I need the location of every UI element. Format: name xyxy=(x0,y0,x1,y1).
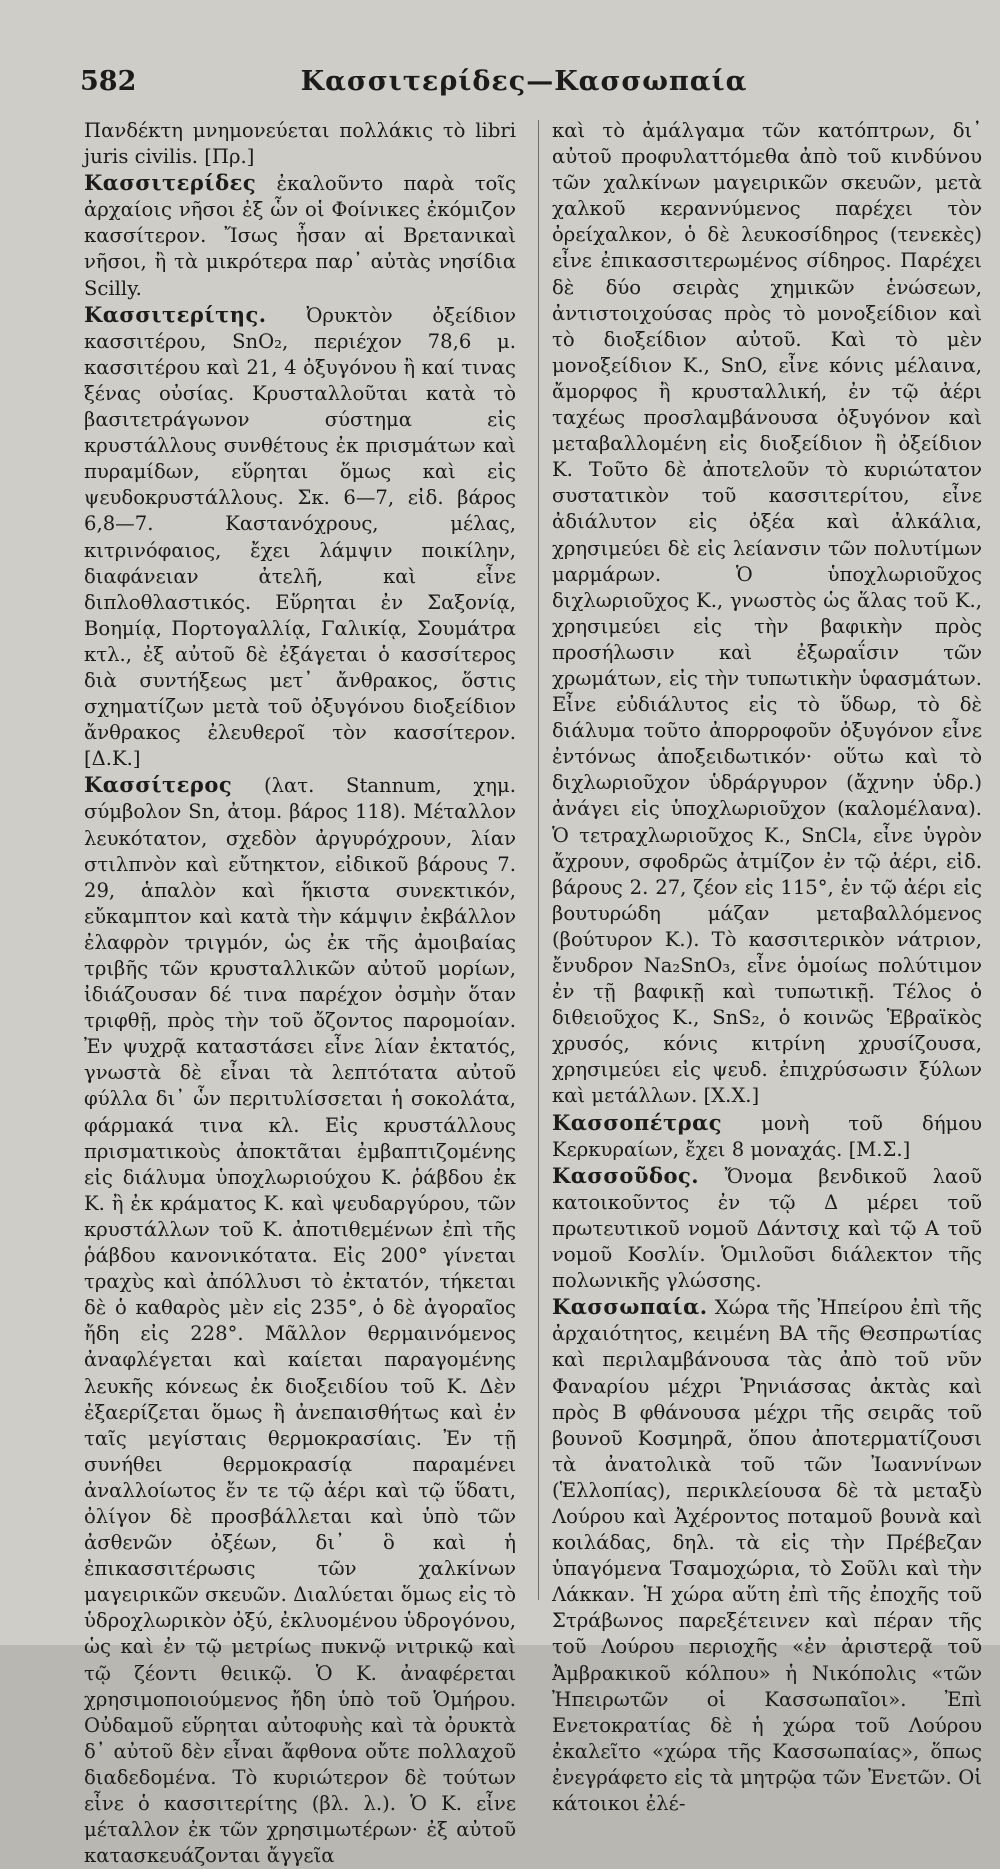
entry-headword: Κασσιτερίτης. xyxy=(84,301,267,327)
entry-kassiteritis xyxy=(84,302,516,773)
entry-kassiteros xyxy=(84,772,516,1869)
entry-continuation xyxy=(84,118,516,170)
entry-text: μονὴ τοῦ δήμου Κερκυραίων, ἔχει 8 μοναχάς. [Μ.Σ.] xyxy=(552,1111,982,1161)
entry-kassoudos xyxy=(552,1163,982,1294)
entry-text: Ὀρυκτὸν ὀξείδιον κασσιτέρου, SnO₂, περιέχον 78,6 μ. κασσιτέρου καὶ 21, 4 ὀξυγόνου ἢ καί τινας ξένας οὐσίας. Κρυσταλλοῦται κατὰ τὸ βασιτετράγωνον σύστημα εἰς κρυστάλλους συνθέτους ἐκ πρισμάτων καὶ πυραμίδων, εὕρηται ὅμως καὶ εἰς ψευδοκρυστάλλους. Σκ. 6—7, εἰδ. βάρος 6,8—7. Καστανόχρους, μέλας, κιτρινόφαιος, ἔχει λάμψιν ποικίλην, διαφάνειαν ἀτελῆ, καὶ εἶνε διπλοθλαστικός. Εὕρηται ἐν Σαξονίᾳ, Βοημίᾳ, Πορτογαλλίᾳ, Γαλικίᾳ, Σουμάτρα κτλ., ἐξ αὐτοῦ δὲ ἐξάγεται ὁ κασσίτερος διὰ συντήξεως μετ᾽ ἄνθρακος, ὅστις σχηματίζων μετὰ τοῦ ὀξυγόνου διοξείδιον ἄνθρακος ἐλευθεροῖ τὸν κασσίτερον. [Δ.Κ.] xyxy=(84,303,516,771)
entry-headword: Κασσωπαία. xyxy=(552,1294,708,1320)
entry-headword: Κασσίτερος xyxy=(84,772,233,798)
running-head: Κασσιτερίδες—Κασσωπαία xyxy=(300,66,748,97)
entry-headword: Κασσιτερίδες xyxy=(84,170,257,196)
entry-text: Χώρα τῆς Ἠπείρου ἐπὶ τῆς ἀρχαιότητος, κειμένη ΒΑ τῆς Θεσπρωτίας καὶ περιλαμβάνουσα τὰς ἀπὸ τοῦ νῦν Φαναρίου μέχρι Ῥηνιάσσας ἀκτὰς καὶ πρὸς Β φθάνουσα μέχρι τῆς σειρᾶς τοῦ βουνοῦ Κοσμηρᾶ, ὅπου ἀποτερματίζουσι τὰ ἀνατολικὰ τοῦ τῶν Ἰωαννίνων (Ἑλλοπίας), περικλείουσα δὲ τὰ μεταξὺ Λούρου καὶ Ἀχέροντος ποταμοῦ βουνὰ καὶ κοιλάδας, δηλ. τὰ εἰς τὴν Πρέβεζαν ὑπαγόμενα Τσαμοχώρια, τὸ Σοῦλι καὶ τὴν Λάκκαν. Ἡ χώρα αὕτη ἐπὶ τῆς ἐποχῆς τοῦ Στράβωνος παρεξέτεινεν καὶ πέραν τῆς τοῦ Λούρου περιοχῆς «ἐν ἀριστερᾷ τοῦ Ἀμβρακικοῦ κόλπου» ἡ Νικόπολις «τῶν Ἠπειρωτῶν οἱ Κασσωπαῖοι». Ἐπὶ Ενετοκρατίας δὲ ἡ χώρα τοῦ Λούρου ἐκαλεῖτο «χώρα τῆς Κασσωπαίας», ὅπως ἐνεγράφετο εἰς τὰ μητρῷα τῶν Ἐνετῶν. Οἱ κάτοικοι ἐλέ- xyxy=(552,1296,982,1815)
entry-text: Ὄνομα βενδικοῦ λαοῦ κατοικοῦντος ἐν τῷ Δ μέρει τοῦ πρωτευτικοῦ νομοῦ Δάντσιχ καὶ τῷ Α τοῦ νομοῦ Κοσλίν. Ὁμιλοῦσι διάλεκτον τῆς πολωνικῆς γλώσσης. xyxy=(552,1164,982,1293)
entry-continuation xyxy=(552,118,982,1110)
entry-text: (λατ. Stannum, χημ. σύμβολον Sn, ἀτομ. βάρος 118). Μέταλλον λευκότατον, σχεδὸν ἀργυρόχρουν, λίαν στιλπνὸν καὶ εὔτηκτον, εἰδικοῦ βάρους 7. 29, ἁπαλὸν καὶ ἥκιστα συνεκτικόν, εὔκαμπτον καὶ κατὰ τὴν κάμψιν ἐκβάλλον ἐλαφρὸν τριγμόν, ὡς ἐκ τῆς ἀμοιβαίας τριβῆς τῶν κρυσταλλικῶν αὐτοῦ μορίων, ἰδιάζουσαν δέ τινα παρέχον ὀσμὴν ὅταν τριφθῇ, πρὸς τὴν τοῦ ὄζοντος παρομοίαν. Ἐν ψυχρᾷ καταστάσει εἶνε λίαν ἐκτατός, γνωστὰ δὲ εἶναι τὰ λεπτότατα αὐτοῦ φύλλα δι᾽ ὧν περιτυλίσσεται ἡ σοκολάτα, φάρμακά τινα κλ. Εἰς κρυστάλλους πρισματικοὺς ἀποκτᾶται ἐμβαπτιζομένης εἰς διάλυμα ὑποχλωριούχου Κ. ῥάβδου ἐκ Κ. ἢ ἐκ κράματος Κ. καὶ ψευδαργύρου, τῶν κρυστάλλων τοῦ Κ. ἀποτιθεμένων ἐπὶ τῆς ῥάβδου κανονικότατα. Εἰς 200° γίνεται τραχὺς καὶ ἀπόλλυσι τὸ ἐκτατόν, τήκεται δὲ ὁ καθαρὸς μὲν εἰς 235°, ὁ δὲ ἀγοραῖος ἤδη εἰς 228°. Μᾶλλον θερμαινόμενος ἀναφλέγεται καὶ καίεται παραγομένης λευκῆς κόνεως ἐκ διοξειδίου τοῦ Κ. Δὲν ἐξαερίζεται ὅμως ἢ ἀνεπαισθήτως καὶ ἐν ταῖς μεγίσταις θερμοκρασίαις. Ἐν τῇ συνήθει θερμοκρασίᾳ παραμένει ἀναλλοίωτος ἔν τε τῷ ἀέρι καὶ τῷ ὕδατι, ὀλίγον δὲ προσβάλλεται καὶ ὑπὸ τῶν ἀσθενῶν ὀξέων, δι᾽ ὃ καὶ ἡ ἐπικασσιτέρωσις τῶν χαλκίνων μαγειρικῶν σκευῶν. Διαλύεται ὅμως εἰς τὸ ὑδροχλωρικὸν ὀξύ, ἐκλυομένου ὑδρογόνου, ὡς καὶ ἐν τῷ μετρίως πυκνῷ νιτρικῷ καὶ τῷ ζέοντι θειικῷ. Ὁ Κ. ἀναφέρεται χρησιμοποιούμενος ἤδη ὑπὸ τοῦ Ὁμήρου. Οὐδαμοῦ εὕρηται αὐτοφυὴς καὶ τὰ ὀρυκτὰ δ᾽ αὐτοῦ δὲν εἶναι ἄφθονα οὔτε πολλαχοῦ διαδεδομένα. Τὸ κυριώτερον δὲ τούτων εἶνε ὁ κασσιτερίτης (βλ. λ.). Ὁ Κ. εἶνε μέταλλον ἐκ τῶν χρησιμωτέρων· ἐξ αὐτοῦ κατασκευάζονται ἄγγεῖα xyxy=(84,774,517,1868)
entry-kassiterides xyxy=(84,170,516,301)
entry-text: ἐκαλοῦντο παρὰ τοῖς ἀρχαίοις νῆσοι ἐξ ὧν οἱ Φοίνικες ἐκόμιζον κασσίτερον. Ἴσως ἦσαν αἱ Βρετανικαὶ νῆσοι, ἢ τὰ μικρότερα παρ᾽ αὐτὰς νησίδια Scilly. xyxy=(84,172,516,300)
left-column xyxy=(84,118,516,1869)
entry-text: Πανδέκτη μνημονεύεται πολλάκις τὸ libri juris civilis. [Πρ.] xyxy=(84,119,516,169)
entry-kassopetras xyxy=(552,1110,982,1163)
page-number: 582 xyxy=(80,66,137,97)
entry-kassopaia xyxy=(552,1294,982,1817)
entry-text: καὶ τὸ ἀμάλγαμα τῶν κατόπτρων, δι᾽ αὐτοῦ προφυλαττόμεθα ἀπὸ τοῦ κινδύνου τῶν χαλκίνων μαγειρικῶν σκευῶν, μετὰ χαλκοῦ κεραννύμενος παρέχει τὸν ὀρείχαλκον, ὁ δὲ λευκοσίδηρος (τενεκὲς) εἶνε ἐπικασσιτερωμένος σίδηρος. Παρέχει δὲ δύο σειρὰς χημικῶν ἑνώσεων, ἀντιστοιχούσας πρὸς τὸ μονοξείδιον καὶ τὸ διοξείδιον αὐτοῦ. Καὶ τὸ μὲν μονοξείδιον Κ., SnO, εἶνε κόνις μέλαινα, ἄμορφος ἢ κρυσταλλική, ἐν τῷ ἀέρι ταχέως προσλαμβάνουσα ὀξυγόνον καὶ μεταβαλλομένη εἰς διοξείδιον ἢ ὀξείδιον Κ. Τοῦτο δὲ ἀποτελοῦν τὸ κυριώτατον συστατικὸν τοῦ κασσιτερίτου, εἶνε ἀδιάλυτον εἰς ὀξέα καὶ ἀλκάλια, χρησιμεύει δὲ εἰς λείανσιν τῶν πολυτίμων μαρμάρων. Ὁ ὑποχλωριοῦχος διχλωριοῦχος Κ., γνωστὸς ὡς ἅλας τοῦ Κ., χρησιμεύει εἰς τὴν βαφικὴν πρὸς προσήλωσιν καὶ ἐξωραΐσιν τῶν χρωμάτων, εἰς τὴν τυπωτικὴν ὑφασμάτων. Εἶνε εὐδιάλυτος εἰς τὸ ὕδωρ, τὸ δὲ διάλυμα τοῦτο ἀπορροφοῦν ὀξυγόνον εἶνε ἐντόνως ἀποξειδωτικόν· οὕτω καὶ τὸ διχλωριοῦχον ὑδράργυρον (ἄχνην ὑδρ.) ἀνάγει εἰς ὑποχλωριοῦχον (καλομέλανα). Ὁ τετραχλωριοῦχος Κ., SnCl₄, εἶνε ὑγρὸν ἄχρουν, σφοδρῶς ἀτμίζον ἐν τῷ ἀέρι, εἰδ. βάρους 2. 27, ζέον εἰς 115°, ἐν τῷ ἀέρι εἰς βουτυρώδη μάζαν μεταβαλλόμενος (βούτυρον Κ.). Τὸ κασσιτερικὸν νάτριον, ἔνυδρον Na₂SnO₃, εἶνε ὁμοίως πολύτιμον ἐν τῇ βαφικῇ καὶ τυπωτικῇ. Τέλος ὁ διθειοῦχος Κ., SnS₂, ὁ κοινῶς Ἑβραϊκὸς χρυσός, κόνις κιτρίνη χρυσίζουσα, χρησιμεύει εἰς ψευδ. ἐπιχρύσωσιν ξύλων καὶ μετάλλων. [Χ.Χ.] xyxy=(552,119,982,1108)
entry-headword: Κασσοῦδος. xyxy=(552,1162,700,1188)
entry-headword: Κασσοπέτρας xyxy=(552,1109,723,1135)
column-divider xyxy=(538,120,539,1600)
page-header xyxy=(76,60,972,100)
right-column xyxy=(552,118,982,1817)
